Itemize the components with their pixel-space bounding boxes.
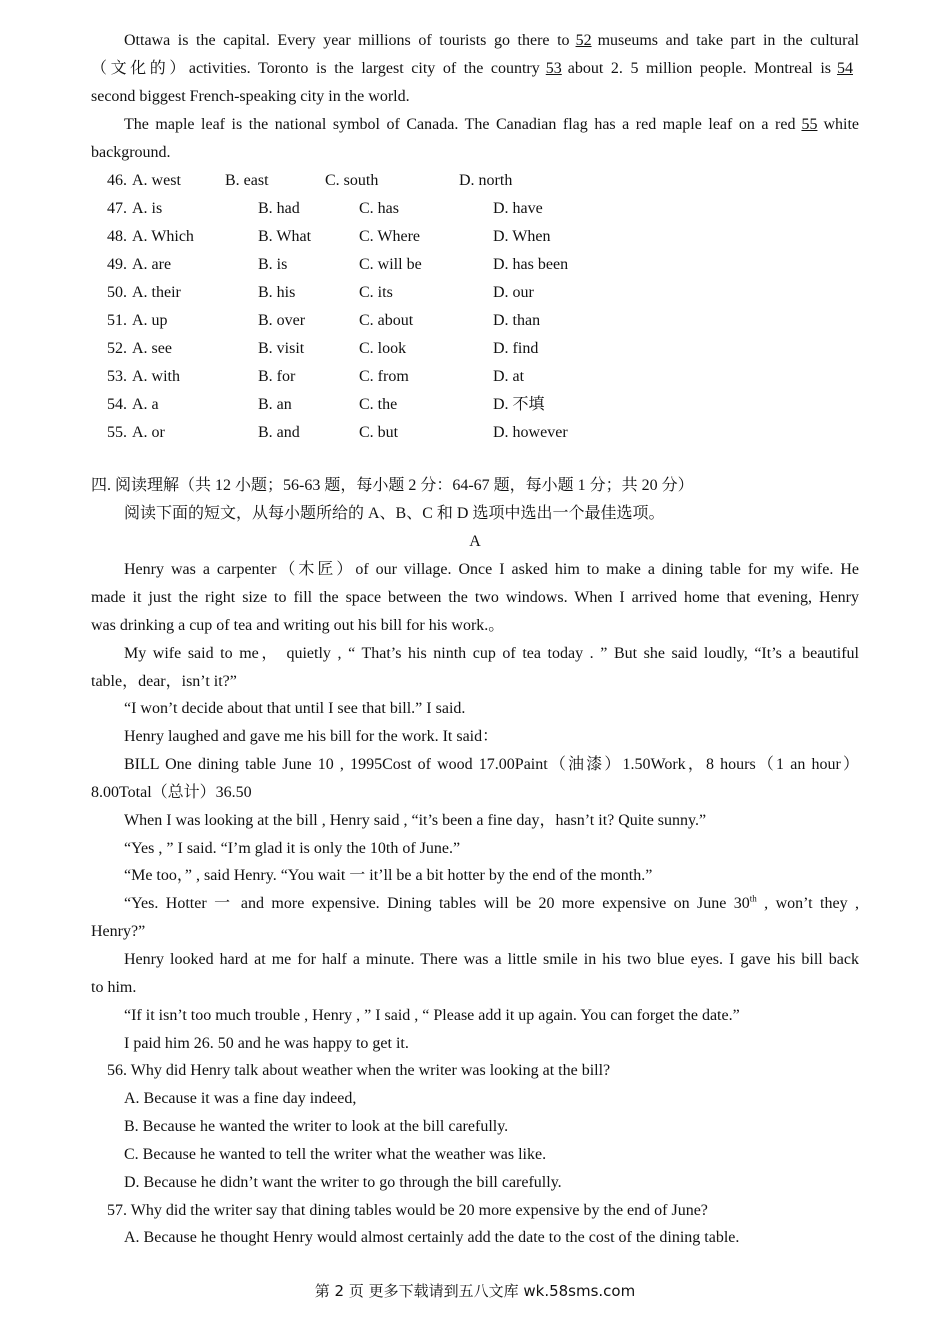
story-line: “Yes , ” I said. “I’m glad it is only the 10th of June.” <box>124 840 461 857</box>
section-heading: 四. 阅读理解（共 12 小题；56-63 题，每小题 2 分：64-67 题，每小题 1 分；共 20 分） <box>91 477 694 494</box>
answer-option: D. Because he didn’t want the writer to go through the bill carefully. <box>124 1174 562 1191</box>
blank-54: 54 <box>837 60 853 77</box>
blank-55: 55 <box>801 116 818 133</box>
option-row: 54. A. a B. an C. the D. 不填 <box>107 396 545 413</box>
answer-option: B. Because he wanted the writer to look at the bill carefully. <box>124 1118 509 1135</box>
blank-52: 52 <box>575 32 592 49</box>
passage-line: The maple leaf is the national symbol of Canada. The Canadian flag has a red maple leaf on a red 55 white <box>124 116 859 133</box>
passage-line: （文化的）activities. Toronto is the largest city of the country 53 about 2. 5 million people. Montreal is 54 <box>91 55 859 83</box>
page-footer: 第 2 页 更多下载请到五八文库 wk.58sms.com <box>314 1282 636 1300</box>
option-row: 55. A. or B. and C. but D. however <box>107 424 568 441</box>
story-line: Henry laughed and gave me his bill for the work. It said： <box>124 728 499 745</box>
option-row: 46. A. west B. east C. south D. north <box>107 172 513 189</box>
blank-53: 53 <box>545 60 562 77</box>
question-56: 56. Why did Henry talk about weather when the writer was looking at the bill? <box>107 1062 611 1079</box>
passage-label: A <box>469 533 481 550</box>
story-line: When I was looking at the bill , Henry said , “it’s been a fine day，hasn’t it? Quite sunny.” <box>124 812 707 829</box>
passage-line: second biggest French-speaking city in the world. <box>91 88 410 105</box>
passage-line: Ottawa is the capital. Every year millions of tourists go there to 52 museums and take part in the cultural <box>124 32 859 49</box>
story-line: made it just the right size to fill the space between the two windows. When I arrived home that evening, Henry <box>91 589 859 606</box>
story-line: I paid him 26. 50 and he was happy to get it. <box>124 1035 409 1052</box>
option-row: 50. A. their B. his C. its D. our <box>107 284 534 301</box>
option-row: 52. A. see B. visit C. look D. find <box>107 340 539 357</box>
option-row: 51. A. up B. over C. about D. than <box>107 312 541 329</box>
story-line: Henry looked hard at me for half a minute. There was a little smile in his two blue eyes. I gave his bill back <box>124 951 859 968</box>
story-line: Henry?” <box>91 923 146 940</box>
bill-line: BILL One dining table June 10 , 1995Cost of wood 17.00Paint（油漆）1.50Work，8 hours（1 an hour） <box>124 756 859 773</box>
option-row: 48. A. Which B. What C. Where D. When <box>107 228 551 245</box>
bill-line: 8.00Total（总计）36.50 <box>91 784 252 801</box>
passage-line: background. <box>91 144 171 161</box>
question-57: 57. Why did the writer say that dining tables would be 20 more expensive by the end of June? <box>107 1202 708 1219</box>
story-line: “Me too，” , said Henry. “You wait 一 it’ll be a bit hotter by the end of the month.” <box>124 867 653 884</box>
story-line: “Yes. Hotter 一 and more expensive. Dining tables will be 20 more expensive on June 30th , won’t they , <box>124 893 859 912</box>
story-line: was drinking a cup of tea and writing out his bill for his work.。 <box>91 617 505 634</box>
story-line: Henry was a carpenter（木匠）of our village. Once I asked him to make a dining table for my wife. He <box>124 561 859 578</box>
story-line: “If it isn’t too much trouble , Henry , ” I said , “ Please add it up again. You can forget the date.” <box>124 1007 740 1024</box>
option-row: 47. A. is B. had C. has D. have <box>107 200 543 217</box>
story-line: My wife said to me， quietly , “ That’s his ninth cup of tea today . ” But she said loudly, “It’s a beautiful <box>124 645 859 662</box>
story-line: table，dear，isn’t it?” <box>91 673 237 690</box>
answer-option: C. Because he wanted to tell the writer what the weather was like. <box>124 1146 547 1163</box>
option-row: 53. A. with B. for C. from D. at <box>107 368 525 385</box>
story-line: “I won’t decide about that until I see that bill.” I said. <box>124 700 466 717</box>
section-instruction: 阅读下面的短文，从每小题所给的 A、B、C 和 D 选项中选出一个最佳选项。 <box>124 505 665 522</box>
option-row: 49. A. are B. is C. will be D. has been <box>107 256 569 273</box>
answer-option: A. Because he thought Henry would almost certainly add the date to the cost of the dining table. <box>124 1229 740 1246</box>
answer-option: A. Because it was a fine day indeed, <box>124 1090 357 1107</box>
story-line: to him. <box>91 979 137 996</box>
